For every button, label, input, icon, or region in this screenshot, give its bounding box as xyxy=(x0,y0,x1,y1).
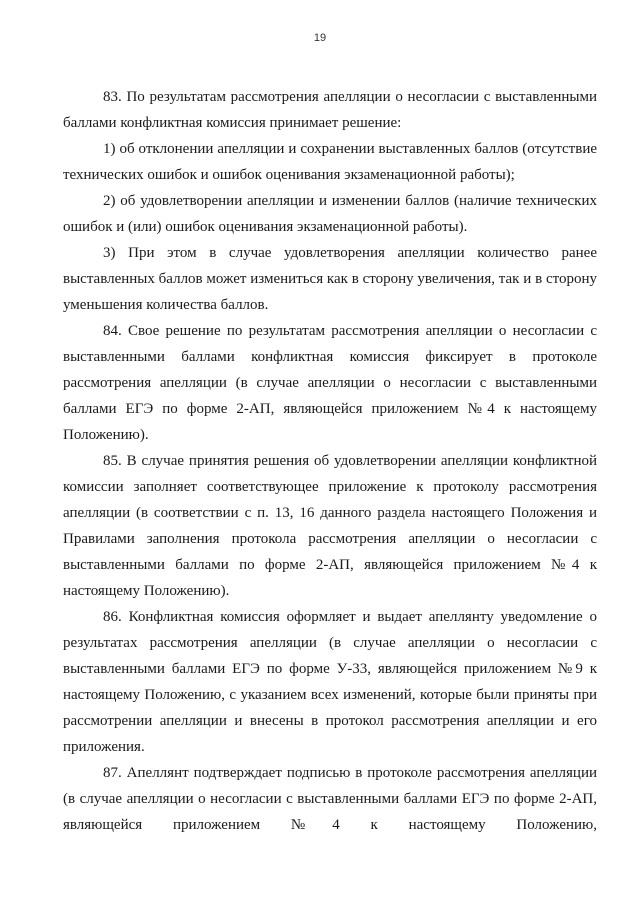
paragraph-83-item-2: 2) об удовлетворении апелляции и изменении баллов (наличие технических ошибок и (или) ошибок оценивания экзаменационной работы). xyxy=(63,193,597,235)
document-body xyxy=(63,84,597,838)
paragraph-83-item-3: 3) При этом в случае удовлетворения апелляции количество ранее выставленных баллов может измениться как в сторону увеличения, так и в сторону уменьшения количества баллов. xyxy=(63,245,597,313)
page-number: 19 xyxy=(313,32,327,44)
paragraph-83: 83. По результатам рассмотрения апелляции о несогласии с выставленными баллами конфликтная комиссия принимает решение: xyxy=(63,89,597,131)
paragraph-84: 84. Свое решение по результатам рассмотрения апелляции о несогласии с выставленными баллами конфликтная комиссия фиксирует в протоколе рассмотрения апелляции (в случае апелляции о несогласии с выставленными баллами ЕГЭ по форме 2-АП, являющейся приложением №4 к настоящему Положению). xyxy=(63,323,597,443)
paragraph-86: 86. Конфликтная комиссия оформляет и выдает апеллянту уведомление о результатах рассмотрения апелляции (в случае апелляции о несогласии с выставленными баллами ЕГЭ по форме У-33, являющейся приложением №9 к настоящему Положению, с указанием всех изменений, которые были приняты при рассмотрении апелляции и внесены в протокол рассмотрения апелляции и его приложения. xyxy=(63,609,597,755)
paragraph-87: 87. Апеллянт подтверждает подписью в протоколе рассмотрения апелляции (в случае апелляции о несогласии с выставленными баллами ЕГЭ по форме 2-АП, являющейся приложением №4 к настоящему Положению, xyxy=(63,765,597,833)
paragraph-83-item-1: 1) об отклонении апелляции и сохранении выставленных баллов (отсутствие технических ошибок и ошибок оценивания экзаменационной работы); xyxy=(63,141,597,183)
paragraph-85: 85. В случае принятия решения об удовлетворении апелляции конфликтной комиссии заполняет соответствующее приложение к протоколу рассмотрения апелляции (в соответствии с п. 13, 16 данного раздела настоящего Положения и Правилами заполнения протокола рассмотрения апелляции о несогласии с выставленными баллами по форме 2-АП, являющейся приложением №4 к настоящему Положению). xyxy=(63,453,597,599)
